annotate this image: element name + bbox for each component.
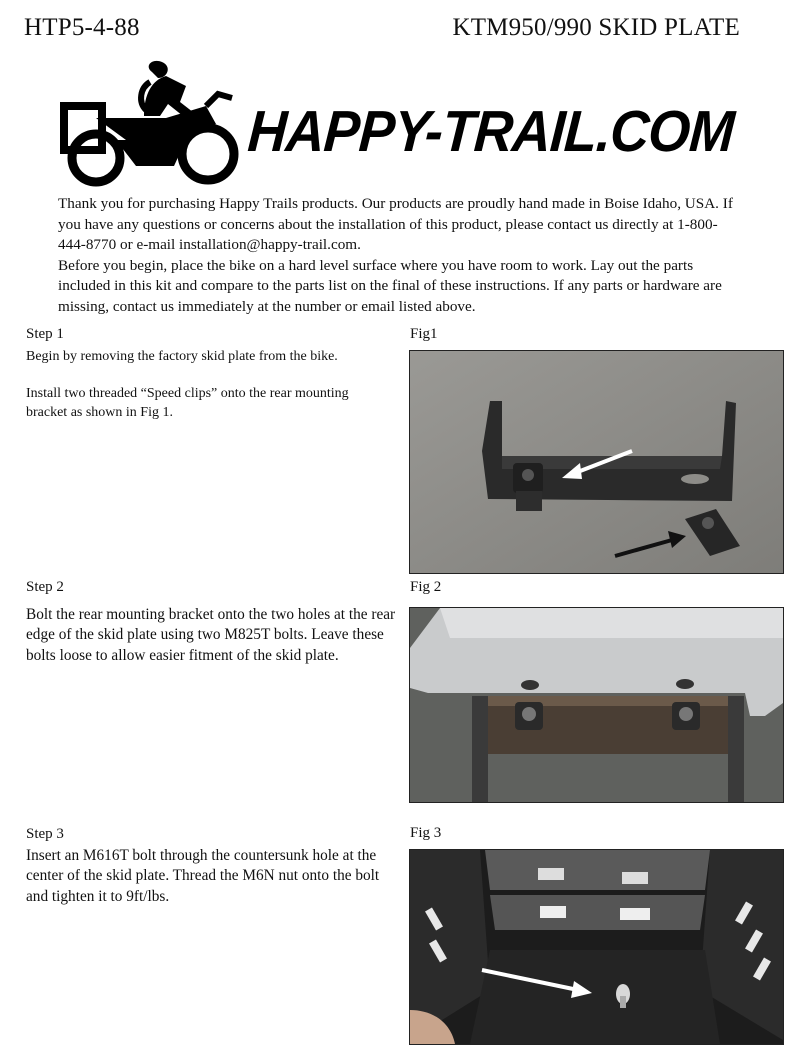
document-title: KTM950/990 SKID PLATE xyxy=(452,14,740,41)
intro-paragraph-1: Thank you for purchasing Happy Trails products. Our products are proudly hand made in Boise Idaho, USA. If you have any questions or concerns about the installation of this product, please contact us directly at 1-800-444-8770 or e-mail installation@happy-trail.com. xyxy=(58,195,733,254)
step-3-label: Step 3 xyxy=(26,826,64,842)
fig-3-label: Fig 3 xyxy=(410,825,442,841)
step-2-text: Bolt the rear mounting bracket onto the two holes at the rear edge of the skid plate using two M825T bolts. Leave these bolts loose to allow easier fitment of the skid plate. xyxy=(26,606,396,664)
fig-3-photo xyxy=(409,849,784,1045)
fig-1-label: Fig1 xyxy=(410,326,438,342)
intro-paragraph-2: Before you begin, place the bike on a hard level surface where you have room to work. Lay out the parts included in this kit and compare to the parts list on the final of these instructions. If any parts or hardware are missing, contact us immediately at the number or email listed above. xyxy=(58,256,722,315)
happy-trail-logo xyxy=(56,58,746,193)
motorcycle-rider-icon xyxy=(56,58,246,193)
intro-text xyxy=(58,194,738,318)
step-3-text: Insert an M616T bolt through the countersunk hole at the center of the skid plate. Thread the M6N nut onto the bolt and tighten it to 9ft/lbs. xyxy=(26,847,380,905)
fig-1-photo xyxy=(409,350,784,574)
document-code: HTP5-4-88 xyxy=(24,14,140,41)
step-1-text-1: Begin by removing the factory skid plate from the bike. xyxy=(26,349,338,364)
fig-2-photo xyxy=(409,607,784,803)
step-1-text-2: Install two threaded “Speed clips” onto the rear mounting bracket as shown in Fig 1. xyxy=(26,386,349,420)
fig-2-label: Fig 2 xyxy=(410,579,442,595)
logo-wordmark: HAPPY-TRAIL.COM xyxy=(245,99,736,164)
step-2-label: Step 2 xyxy=(26,579,64,595)
step-1-label: Step 1 xyxy=(26,326,64,342)
